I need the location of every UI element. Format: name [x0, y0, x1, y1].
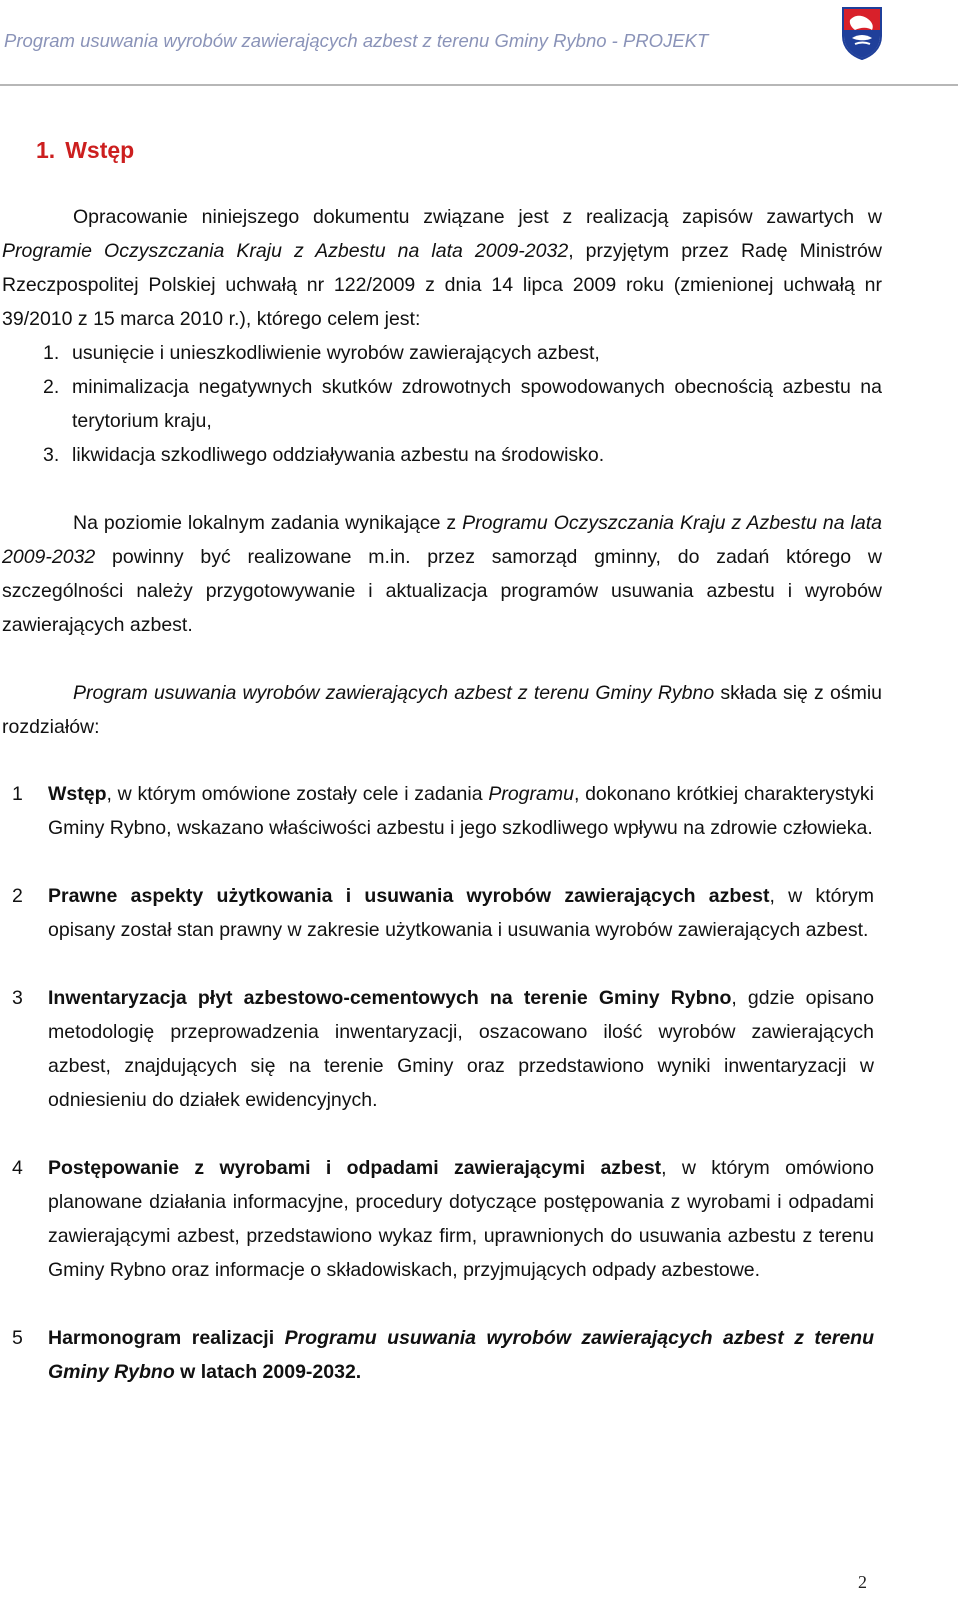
- chapter-item: [2, 1151, 874, 1287]
- intro-text: Opracowanie niniejszego dokumentu związane jest z realizacją zapisów zawartych w: [73, 206, 882, 228]
- program-title-italic: Program usuwania wyrobów zawierających azbest z terenu Gminy Rybno: [73, 682, 715, 704]
- header-title: Program usuwania wyrobów zawierających azbest z terenu Gminy Rybno - PROJEKT: [4, 30, 709, 51]
- chapter-number: 5: [12, 1327, 23, 1349]
- list-item-text: minimalizacja negatywnych skutków zdrowotnych spowodowanych obecnością azbestu na terytorium kraju,: [72, 376, 882, 432]
- chapter-description-italic: Programu: [488, 783, 574, 805]
- chapter-title: [48, 1327, 874, 1383]
- intro-text-cont: , przyjętym przez Radę Ministrów Rzeczpospolitej Polskiej uchwałą nr 122/2009 z dnia 14 lipca 2009 roku (zmienionej uchwałą nr 39/2010 z 15 marca 2010 r.), którego celem jest:: [2, 240, 882, 330]
- chapter-title-part: w latach 2009-2032.: [174, 1361, 362, 1383]
- list-item: [43, 336, 882, 370]
- chapter-item: [2, 1321, 874, 1389]
- header-divider: [0, 84, 958, 86]
- chapter-number: 3: [12, 987, 23, 1009]
- structure-paragraph: [2, 676, 882, 744]
- chapter-number: 4: [12, 1157, 23, 1179]
- chapter-description: , w którym omówiono planowane działania informacyjne, procedury dotyczące postępowania z wyrobami i odpadami zawierającymi azbest, przedstawiono wykaz firm, uprawnionych do usuwania azbestu z terenu Gminy Rybno oraz informacje o składowiskach, przyjmujących odpady azbestowe.: [48, 1157, 874, 1281]
- local-tasks-text-cont: powinny być realizowane m.in. przez samorząd gminny, do zadań którego w szczególności należy przygotowywanie i aktualizacja programów usuwania azbestu i wyrobów zawierających azbest.: [2, 546, 882, 636]
- chapter-number: 2: [12, 885, 23, 907]
- list-item-number: 2.: [43, 376, 60, 398]
- chapter-title-italic: Programu usuwania wyrobów zawierających azbest z terenu Gminy Rybno: [48, 1327, 875, 1383]
- page-number: 2: [858, 1572, 867, 1592]
- coat-of-arms-icon: [841, 6, 883, 60]
- chapter-item: [2, 879, 874, 947]
- page-content: [2, 132, 882, 1389]
- list-item-number: 3.: [43, 444, 60, 466]
- section-number: 1.: [36, 137, 56, 163]
- list-item-text: likwidacja szkodliwego oddziaływania azbestu na środowisko.: [72, 444, 605, 466]
- intro-paragraph: [2, 200, 882, 336]
- section-title: Wstęp: [65, 137, 135, 163]
- chapter-title: Postępowanie z wyrobami i odpadami zawierającymi azbest: [48, 1157, 662, 1179]
- chapter-description-cont: , dokonano krótkiej charakterystyki Gminy Rybno, wskazano właściwości azbestu i jego szkodliwego wpływu na zdrowie człowieka.: [48, 783, 875, 839]
- chapter-description: , w którym opisany został stan prawny w zakresie użytkowania i usuwania wyrobów zawierających azbest.: [48, 885, 874, 941]
- section-heading: [36, 132, 882, 168]
- goals-list: [2, 336, 882, 472]
- chapter-number: 1: [12, 783, 23, 805]
- chapter-title-part: Harmonogram realizacji: [48, 1327, 285, 1349]
- list-item: [43, 370, 882, 438]
- program-title-italic: Programie Oczyszczania Kraju z Azbestu na lata 2009-2032: [2, 240, 569, 262]
- structure-text: składa się z ośmiu rozdziałów:: [2, 682, 882, 738]
- chapter-list: [2, 777, 882, 1389]
- local-tasks-text: Na poziomie lokalnym zadania wynikające z: [73, 512, 463, 534]
- chapter-item: [2, 777, 874, 845]
- chapter-title: Inwentaryzacja płyt azbestowo-cementowych na terenie Gminy Rybno: [48, 987, 732, 1009]
- chapter-description: , w którym omówione zostały cele i zadania: [106, 783, 489, 805]
- chapter-title: Wstęp: [48, 783, 107, 805]
- local-tasks-paragraph: [2, 506, 882, 642]
- list-item-text: usunięcie i unieszkodliwienie wyrobów zawierających azbest,: [72, 342, 600, 364]
- list-item-number: 1.: [43, 342, 60, 364]
- chapter-title: Prawne aspekty użytkowania i usuwania wyrobów zawierających azbest: [48, 885, 770, 907]
- list-item: [43, 438, 882, 472]
- chapter-description: , gdzie opisano metodologię przeprowadzenia inwentaryzacji, oszacowano ilość wyrobów zawierających azbest, znajdujących się na terenie Gminy oraz przedstawiono wyniki inwentaryzacji w odniesieniu do działek ewidencyjnych.: [48, 987, 874, 1111]
- program-title-italic: Programu Oczyszczania Kraju z Azbestu na lata 2009-2032: [2, 512, 882, 568]
- chapter-item: [2, 981, 874, 1117]
- page-header: [0, 0, 960, 86]
